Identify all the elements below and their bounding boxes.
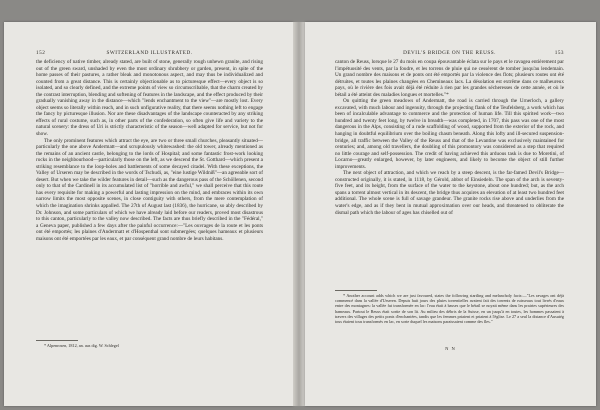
left-footnote-rule (36, 340, 78, 341)
right-paragraph-2: On quitting the green meadows of Andermatt, the road is carried through the Urnerloch, a gallery excavated, with much labour and ingenuity, through the projecting flank of the Teufelsberg, a work which has been of incalculable advantage to commerce and the protection of human life. Till this spirited work—two hundred and twenty feet long, by twelve in breadth—was completed, in 1707, this pass was one of the most dangerous in the Alps, consisting of a rude scaffolding of wood, supported from the exterior of the rock, and hanging in doubtful equilibrium over the boiling chasm beneath. Along this lofty and ill-secured suspension-bridge, all traffic between the Valley of the Reuss and that of the Levantine was exclusively maintained for centuries; and, among old travellers, the doubling of this promontory was considered as a step that required no little courage and self-possession. The credit of having achieved this arduous task is due to Moretini, of Locarno—greatly enlarged, however, by later engineers, and likely to become the object of still further improvements. (335, 98, 564, 170)
left-running-title: SWITZERLAND ILLUSTRATED. (106, 50, 193, 56)
left-page (4, 22, 293, 406)
left-footnote: * Alpenrosen, 1812, an. aus dig. W. Schlegel (44, 343, 119, 348)
right-paragraph-3: The next object of attraction, and which we reach by a steep descent, is the far-famed Devil's Bridge—constructed originally, it is stated, in 1118, by Gérold, abbot of Einsiedeln. The span of the arch is seventy-five feet, and its height, from the surface of the water to the keystone, about one hundred; but, as the arch spans a torrent almost vertical in its descent, the bridge thus acquires an elevation of at least two hundred feet additional. The whole scene is full of savage grandeur. The granite rocks rise above and underlies from the water's edge, and as if they bent in mutual approximation over our heads, and threatened to obliterate the dismal path which the labour of ages has chiselled out of (335, 170, 564, 216)
left-paragraph-1: the deficiency of native timber, already stated, are built of stone, generally rough unhewn granite, and rising out of the green sward, unshaded by even the most ordinary shrubbery or garden, present, in spite of the home passes of their pastures, a rather bleak and monotonous aspect, and may thus be individualized and counted from a great distance. This is certainly objectionable as to picturesque effect—every object is so isolated, and so clearly defined, and the extreme points of view so circumscribable, that the charm created by the contrast interruption, blending and softening of features in the landscape, and the effect produced by their gradually vanishing away in the distance—which "lends enchantment to the view"—are mostly lost. Every object seems so literally within reach, and in such unfigurative reality, that there seems nothing left to engage the fancy by picturesque illusion. Nor are these disadvantages of the landscape counteracted by any striking effects of rural costume, such as, in other parts of the confederation, so often give life and variety to the natural scenery: the dress of Uri is strictly characteristic of the season—well adapted for service, but not for show. (36, 59, 263, 138)
book-gutter (293, 22, 305, 406)
left-page-number: 152 (36, 50, 46, 56)
right-body-text (335, 59, 564, 216)
right-paragraph-1: canton de Reuss, lorsque le 27 du mois en coupa épouvantable éclata sur le pays et le ravagea entièrement par l'impétuosité des vents, par la foudre, et les torrens de pluie qui ne cessèrent de tomber jusqu'au lendemain. Un grand nombre des maisons et de ponts ont été emportés par la violence des flots; plusieurs routes ont été détruites, et toutes les plaines changées en Chemineaux lacs. La désolation est extrême dans ce malheureux pays, où le rivière des fois avait déjà été réduite à rien par les grandes sécheresses de cette année, et où le bétail a été atteint des maladies longues et mortelles."* (335, 59, 564, 98)
right-footnote-1: * Another account adds which we are just favoured, states the following startling and melancholy facts:—"Les ravages ont déjà commencé dans la vallée d'Urseren. Depuis huit jours des pluies torrentielles avaient fait des torrents de ruisseaux tout livrés d'eaux entre des montagnes: la vallée fut transformée en lac: l'eau était à basses que le bétail se noyait même dans les prairies supérieures des hameaux. Partout le Reuss était sortie de son lit. Au milieu des débris de la Suisse, en un jusqu'à en toutes, les hommes passaient à travers des villages des petits ponts d'enchantées, tandis que les femmes priaient et priaient à l'église. Le 27 a seul la distance d'Ausutég tous étaient tous transformés en lac, en sorte duquel les maisons paraissaient comme des îles." (335, 293, 564, 325)
right-page-number: 153 (554, 50, 564, 56)
right-running-title: DEVIL'S BRIDGE ON THE REUSS. (403, 50, 496, 56)
signature-mark: N N (445, 346, 456, 351)
right-footnotes (335, 293, 564, 324)
left-body-text (36, 59, 263, 242)
right-footnote-rule (335, 290, 377, 291)
left-paragraph-2: The only prominent features which attract the eye, are two or three small churches, pleasantly situated—particularly the one above Andermatt—and scrupulously whitewashed: the old tower, already mentioned as the remains of an ancient castle, belonging to the lords of Hospital; and some fantastic frost-work looking rocks in the neighbourhood—particularly those on the left, as we descend the St. Gotthard—which present a striking resemblance to the loop-holes and battlements of some decayed citadel. With these exceptions, the Valley of Urseren may be described in the words of Tschudi, as, "eine lustige Wildniß"—an agreeable sort of desert. But when we take the wilder features in detail—such as the dangerous pass of the Schöllenen, second only to that of the Cardinell in its accumulated list of "horrible and awful," we shall perceive that this route has every requisite for making a powerful and lasting impression on the mind, and embraces within its own narrow limits the most opposite scenes, in close contiguity with others, from the mere contemplation of which the imagination shrinks appalled. The 27th of August last (1836), the hurricane, so ably described by Dr. Johnson, and some particulars of which we have already laid before our readers, proved most disastrous to this canton, particularly to the valley now described. The facts are thus briefly described in the "Fédéral," a Geneva paper, published a few days after the painful occurrence:—"Les ouvrages de la route et les ponts ont été emportés; les plaines d'Andermatt et d'Hospenthal sont submergées; quelques hameaux et plusieurs maisons ont été emportées par les eaux, et par conséquent grand nombre de leurs habitans. (36, 137, 263, 242)
right-page (305, 22, 596, 406)
